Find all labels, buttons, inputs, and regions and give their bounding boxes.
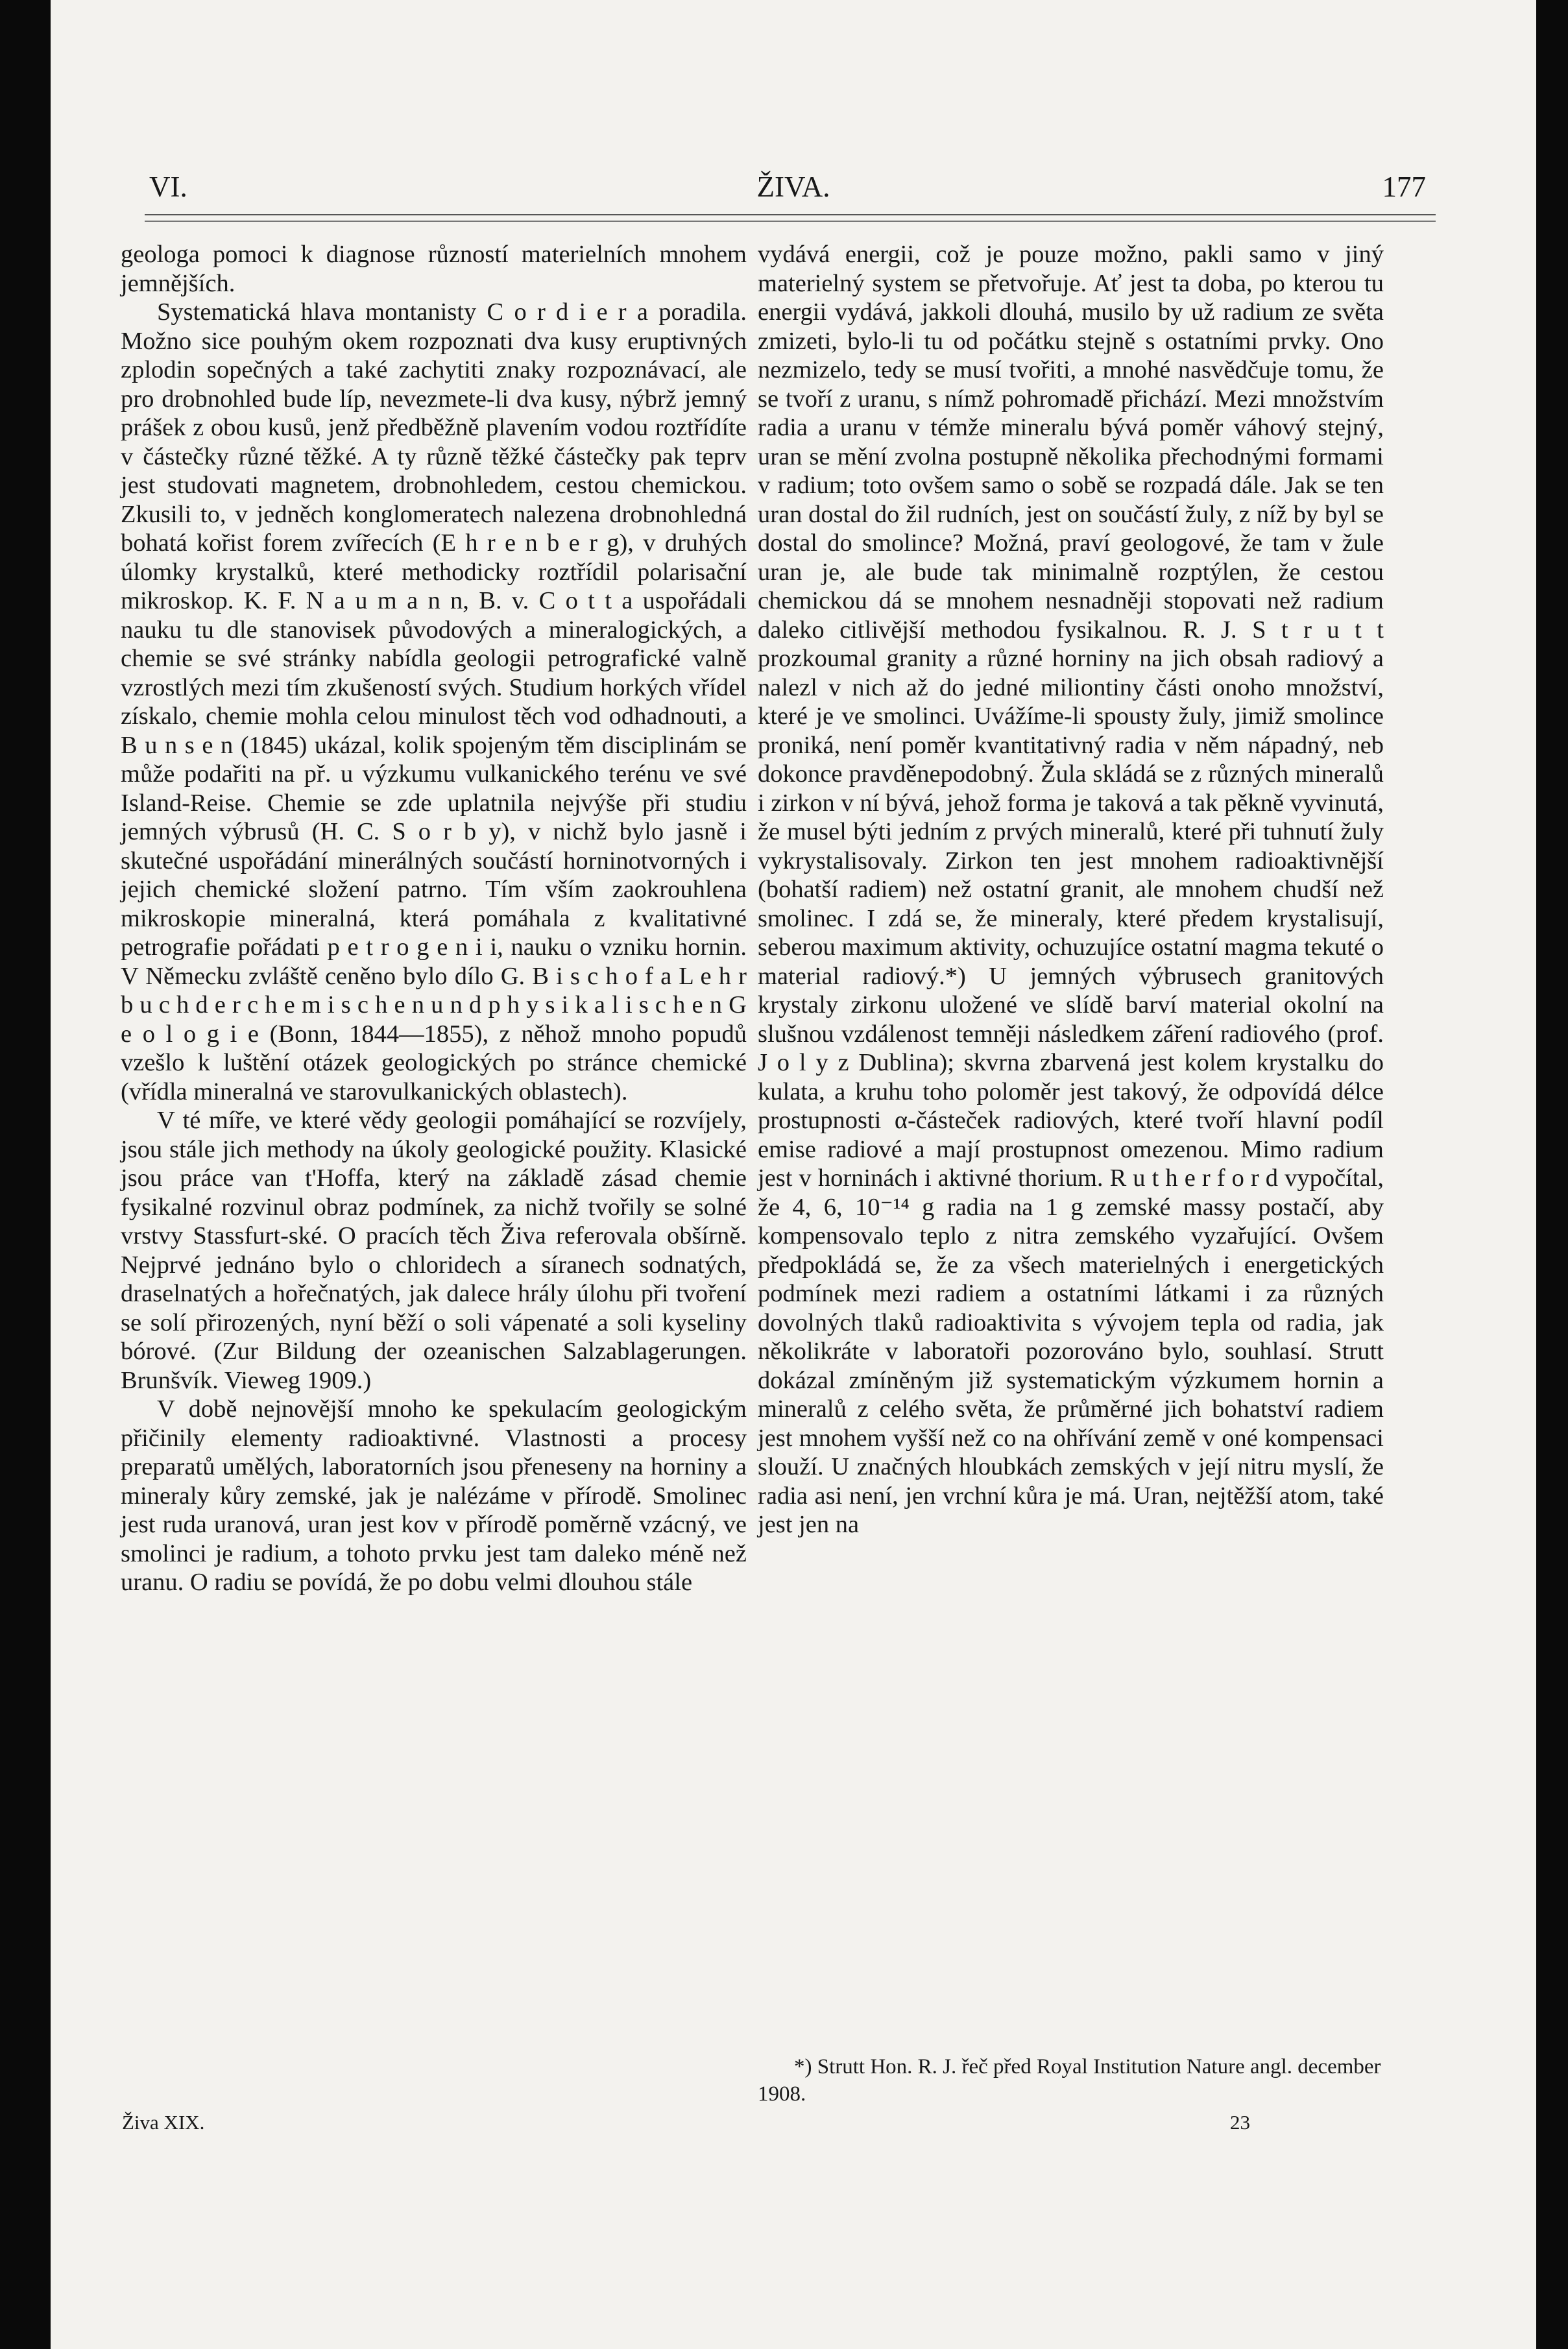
sheet-number: 23: [1230, 2111, 1250, 2134]
footnote: *) Strutt Hon. R. J. řeč před Royal Institution Nature angl. december 1908.: [758, 2055, 1381, 2106]
signature-mark: Živa XIX.: [122, 2111, 205, 2134]
paragraph: V té míře, ve které vědy geologii pomáhající se rozvíjely, jsou stále jich methody na úkoly geologické použity. Klasické jsou práce van t'Hoffa, který na základě zásad chemie fysikalné rozvinul obraz podmínek, za nichž tvořily se solné vrstvy Stassfurt-ské. O pracích těch Živa referovala obšírně. Nejprvé jednáno bylo o chloridech a síranech sodnatých, draselnatých a hořečnatých, jak dalece hrály úlohu při tvoření se solí přirozených, nyní běží o soli vápenaté a soli kyseliny bórové. (Zur Bildung der ozeanischen Salzablagerungen. Brunšvík. Vieweg 1909.): [121, 1107, 747, 1394]
paragraph: geologa pomoci k diagnose růzností materielních mnohem jemnějších.: [121, 241, 747, 297]
paragraph: Systematická hlava montanisty C o r d i e r a poradila. Možno sice pouhým okem rozpoznati dva kusy eruptivných zplodin sopečných a také zachytiti znaky rozpoznávací, ale pro drobnohled bude líp, nevezmete-li dva kusy, nýbrž jemný prášek z obou kusů, jenž předběžně plavením vodou roztřídíte v částečky různé těžké. A ty různě těžké částečky pak teprv jest studovati magnetem, drobnohledem, cestou chemickou. Zkusili to, v jedněch konglomeratech nalezena drobnohledná bohatá kořist forem zvířecích (E h r e n b e r g), v druhých úlomky krystalků, které methodicky roztřídil polarisační mikroskop. K. F. N a u m a n n, B. v. C o t t a uspořádali nauku tu dle stanovisek původových a mineralogických, a chemie se své stránky nabídla geologii petrografické valně vzrostlých mezi tím zkušeností svých. Studium horkých vřídel získalo, chemie mohla celou minulost těch vod odhadnouti, a B u n s e n (1845) ukázal, kolik spojeným těm disciplinám se může podařiti na př. u výzkumu vulkanického terénu ve své Island-Reise. Chemie se zde uplatnila nejvýše při studiu jemných výbrusů (H. C. S o r b y), v nichž bylo jasně i skutečné uspořádání minerálných součástí horninotvorných i jejich chemické složení patrno. Tím vším zaokrouhlena mikroskopie mineralná, která pomáhala z kvalitativné petrografie pořádati p e t r o g e n i i, nauku o vzniku hornin. V Německu zvláště ceněno bylo dílo G. B i s c h o f a L e h r b u c h d e r c h e m i s c h e n u n d p h y s i k a l i s c h e n G e o l o g i e (Bonn, 1844—1855), z něhož mnoho popudů vzešlo k luštění otázek geologických po stránce chemické (vřídla mineralná ve starovulkanických oblastech).: [121, 298, 747, 1105]
running-head-title: ŽIVA.: [756, 171, 830, 203]
running-head-volume: VI.: [149, 171, 187, 203]
right-column: [758, 240, 1384, 1539]
left-column: [121, 240, 747, 1597]
paragraph: V době nejnovější mnoho ke spekulacím geologickým přičinily elementy radioaktivné. Vlastnosti a procesy preparatů umělých, laboratorních jsou přeneseny na horniny a mineraly kůry zemské, jak je nalézáme v přírodě. Smolinec jest ruda uranová, uran jest kov v přírodě poměrně vzácný, ve smolinci je radium, a tohoto prvku jest tam daleko méně než uranu. O radiu se povídá, že po dobu velmi dlouhou stále: [121, 1395, 747, 1596]
page-frame: [51, 0, 1536, 2349]
header-rule: [145, 214, 1436, 222]
page: [51, 0, 1536, 2349]
paragraph: vydává energii, což je pouze možno, pakli samo v jiný materielný system se přetvořuje. Ať jest ta doba, po kterou tu energii vydává, jakkoli dlouhá, musilo by už radium ze světa zmizeti, bylo-li tu od počátku stejně s ostatními prvky. Ono nezmizelo, tedy se musí tvořiti, a mnohé nasvědčuje tomu, že se tvoří z uranu, s nímž pohromadě přichází. Mezi množstvím radia a uranu v témže mineralu bývá poměr váhový stejný, uran se mění zvolna postupně několika přechodnými formami v radium; toto ovšem samo o sobě se rozpadá dále. Jak se ten uran dostal do žil rudních, jest on součástí žuly, z níž by byl se dostal do smolince? Možná, praví geologové, že tam v žule uran je, ale bude tak minimalně rozptýlen, že cestou chemickou dá se mnohem nesnadněji stopovati než radium daleko citlivější methodou fysikalnou. R. J. S t r u t t prozkoumal granity a různé horniny na jich obsah radiový a nalezl v nich až do jedné miliontiny části onoho množství, které je ve smolinci. Uvážíme-li spousty žuly, jimiž smolince proniká, není poměr kvantitativný radia v něm nápadný, neb dokonce pravděnepodobný. Žula skládá se z různých mineralů i zirkon v ní bývá, jehož forma je taková a tak pěkně vyvinutá, že musel býti jedním z prvých mineralů, které při tuhnutí žuly vykrystalisovaly. Zirkon ten jest mnohem radioaktivnější (bohatší radiem) než ostatní granit, ale mnohem chudší než smolinec. I zdá se, že mineraly, které předem krystalisují, seberou maximum aktivity, ochuzujíce ostatní magma tekuté o material radiový.*) U jemných výbrusech granitových krystaly zirkonu uložené ve slídě barví material okolní na slušnou vzdálenost temněji následkem záření radiového (prof. J o l y z Dublina); skvrna zbarvená jest kolem krystalku do kulata, a kruhu toho poloměr jest takový, že odpovídá délce prostupnosti α-částeček radiových, které tvoří hlavní podíl emise radiové a mají prostupnost omezenou. Mimo radium jest v horninách i aktivné thorium. R u t h e r f o r d vypočítal, že 4, 6, 10⁻¹⁴ g radia na 1 g zemské massy postačí, aby kompensovalo teplo z nitra zemského vyzařující. Ovšem předpokládá se, že za všech materielných i energetických podmínek mezi radiem a ostatními látkami i za různých dovolných tlaků radioaktivita s vývojem tepla od radia, jak několikráte v laboratoři pozorováno bylo, souhlasí. Strutt dokázal zmíněným již systematickým výzkumem hornin a mineralů z celého světa, že průměrné jich bohatství radiem jest mnohem vyšší než co na ohřívání země v oné kompensaci slouží. U značných hloubkách zemských v její nitru myslí, že radia asi není, jen vrchní kůra je má. Uran, nejtěžší atom, také jest jen na: [758, 241, 1384, 1538]
page-number: 177: [1382, 171, 1426, 203]
